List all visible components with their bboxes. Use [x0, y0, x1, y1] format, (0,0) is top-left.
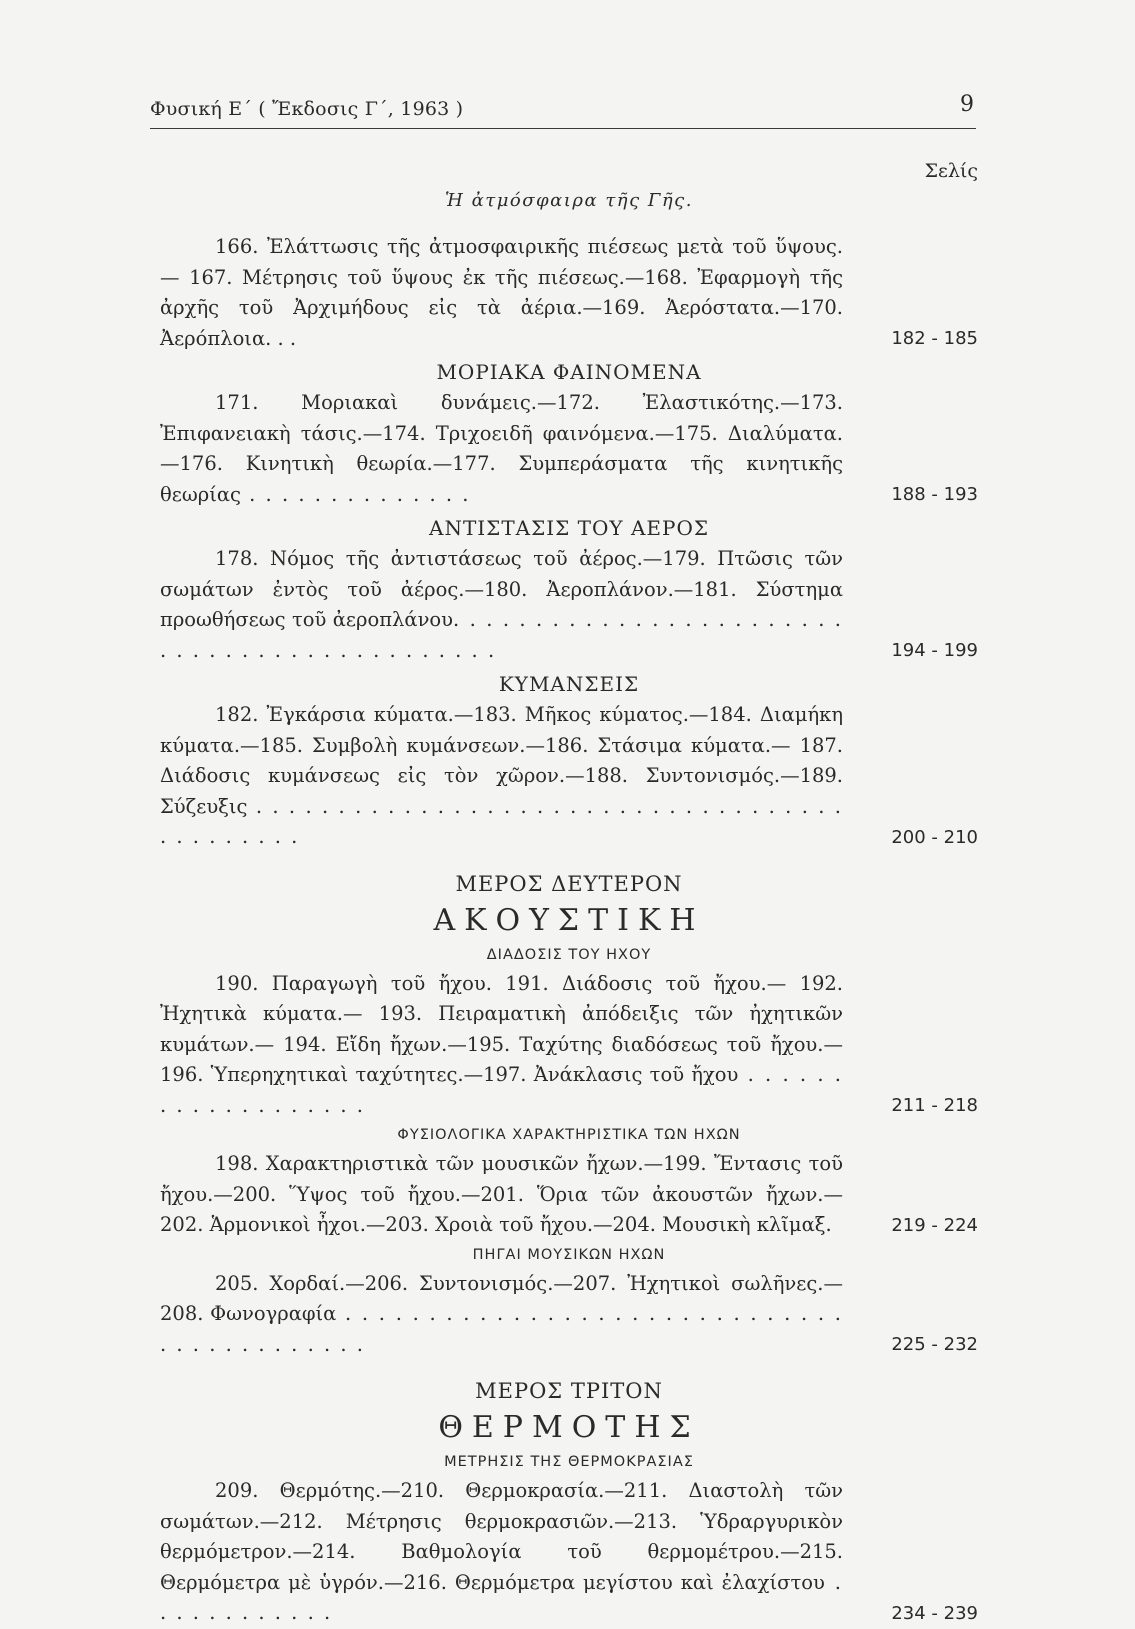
section-title-sound-propagation: ΔΙΑΔΟΣΙΣ ΤΟΥ ΗΧΟΥ: [486, 946, 652, 963]
entry-text: 190. Παραγωγὴ τοῦ ἤχου. 191. Διάδοσις τοῦ ἤχου.— 192. Ἠχητικὰ κύματα.— 193. Πειραματικὴ ἀπόδειξις τῶν ἠχητικῶν κυμάτων.— 194. Εἴδη ἤχων.—195. Ταχύτης διαδόσεως τοῦ ἤχου.—196. Ὑπερηχητικαὶ ταχύτητες.—197. Ἀνάκλασις τοῦ ἤχου: [160, 971, 843, 1086]
entry-text: 178. Νόμος τῆς ἀντιστάσεως τοῦ ἀέρος.—179. Πτῶσις τῶν σωμάτων ἐντὸς τοῦ ἀέρος.—180. Ἀεροπλάνον.—181. Σύστημα προωθήσεως τοῦ ἀεροπλάνου: [160, 547, 843, 631]
entry-pages: 219 - 224: [891, 1214, 978, 1236]
entry-text: 198. Χαρακτηριστικὰ τῶν μουσικῶν ἤχων.—199. Ἔντασις τοῦ ἤχου.—200. Ὕψος τοῦ ἤχου.—201. Ὅρια τῶν ἀκουστῶν ἤχων.— 202. Ἁρμονικοὶ ἦχοι.—203. Χροιὰ τοῦ ἤχου.—204. Μουσικὴ κλῖμαξ.: [160, 1152, 843, 1236]
section-title-temperature: ΜΕΤΡΗΣΙΣ ΤΗΣ ΘΕΡΜΟΚΡΑΣΙΑΣ: [444, 1454, 694, 1470]
toc-entry-sound-propagation: [160, 969, 978, 1122]
leader-dots: . . . . . . . . . . . . . . . . . . . . . . . . . . . . . . . . . . . . . . . . . . . . .: [160, 608, 843, 662]
entry-text: 182. Ἐγκάρσια κύματα.—183. Μῆκος κύματος.—184. Διαμήκη κύματα.—185. Συμβολὴ κυμάνσεων.—186. Στάσιμα κύματα.— 187. Διάδοσις κυμάνσεως εἰς τὸν χῶρον.—188. Συντονισμός.—189. Σύζευξις: [160, 703, 843, 818]
section-title-molecular: ΜΟΡΙΑΚΑ ΦΑΙΝΟΜΕΝΑ: [436, 360, 702, 384]
entry-text: 166. Ἐλάττωσις τῆς ἀτμοσφαιρικῆς πιέσεως μετὰ τοῦ ὕψους.— 167. Μέτρησις τοῦ ὕψους ἐκ τῆς πιέσεως.—168. Ἐφαρμογὴ τῆς ἀρχῆς τοῦ Ἀρχιμήδους εἰς τὰ ἀέρια.—169. Ἀερόστατα.—170. Ἀερόπλοια. . .: [160, 235, 843, 350]
header-rule: [150, 128, 976, 129]
section-title-atmosphere: Ἡ ἀτμόσφαιρα τῆς Γῆς.: [445, 190, 693, 211]
part-two-label: ΜΕΡΟΣ ΔΕΥΤΕΡΟΝ: [455, 871, 683, 896]
entry-pages: 234 - 239: [891, 1602, 978, 1624]
page-column-label: Σελίς: [924, 160, 978, 182]
toc-entry-physiological: [160, 1149, 978, 1241]
page-header: [150, 92, 976, 132]
section-title-physiological: ΦΥΣΙΟΛΟΓΙΚΑ ΧΑΡΑΚΤΗΡΙΣΤΙΚΑ ΤΩΝ ΗΧΩΝ: [397, 1127, 741, 1143]
page-number: 9: [960, 92, 974, 117]
part-three-title: ΘΕΡΜΟΤΗΣ: [438, 1410, 700, 1445]
section-title-waves: ΚΥΜΑΝΣΕΙΣ: [498, 672, 640, 696]
toc-entry-temperature: [160, 1476, 978, 1629]
entry-pages: 200 - 210: [891, 826, 978, 848]
entry-pages: 182 - 185: [891, 328, 978, 349]
entry-pages: 194 - 199: [891, 640, 978, 661]
running-title: Φυσική Ε΄ ( Ἔκδοσις Γ΄, 1963 ): [150, 98, 464, 120]
toc-entry-atmosphere: [160, 232, 978, 354]
section-title-sources: ΠΗΓΑΙ ΜΟΥΣΙΚΩΝ ΗΧΩΝ: [472, 1246, 666, 1263]
leader-dots: . . . . . . . . . . . . . . . . . . . . . . . . . . . . . . . . . . . . . . . . . . .: [160, 1302, 843, 1356]
toc-entry-molecular: [160, 388, 978, 510]
entry-text: 209. Θερμότης.—210. Θερμοκρασία.—211. Διαστολὴ τῶν σωμάτων.—212. Μέτρησις θερμοκρασιῶν.—213. Ὑδραργυρικὸν θερμόμετρον.—214. Βαθμολογία τοῦ θερμομέτρου.—215. Θερμόμετρα μὲ ὑγρόν.—216. Θερμόμετρα μεγίστου καὶ ἐλαχίστου: [160, 1479, 843, 1594]
section-title-air-resistance: ΑΝΤΙΣΤΑΣΙΣ ΤΟΥ ΑΕΡΟΣ: [429, 516, 709, 540]
leader-dots: . . . . . . . . . . . . . . . . . . .: [160, 1063, 843, 1117]
entry-pages: 211 - 218: [891, 1095, 978, 1116]
leader-dots: . . . . . . . . . . . . . . . . . . . . . . . . . . . . . . . . . . . . . . . . . . . . .: [160, 794, 843, 848]
toc-entry-sources: [160, 1269, 978, 1361]
entry-pages: 225 - 232: [891, 1334, 978, 1355]
leader-dots: . . . . . . . . . . . .: [160, 1570, 844, 1624]
toc-entry-waves: [160, 700, 978, 853]
entry-text: 205. Χορδαί.—206. Συντονισμός.—207. Ἠχητικοὶ σωλῆνες.— 208. Φωνογραφία: [160, 1271, 843, 1325]
leader-dots: . . . . . . . . . . . . . .: [240, 482, 471, 506]
part-two-title: ΑΚΟΥΣΤΙΚΗ: [433, 902, 705, 938]
entry-text: 171. Μοριακαὶ δυνάμεις.—172. Ἐλαστικότης.—173. Ἐπιφανειακὴ τάσις.—174. Τριχοειδῆ φαινόμενα.—175. Διαλύματα.—176. Κινητικὴ θεωρία.—177. Συμπεράσματα τῆς κινητικῆς θεωρίας: [160, 391, 843, 506]
part-three-label: ΜΕΡΟΣ ΤΡΙΤΟΝ: [475, 1379, 663, 1403]
table-of-contents: [160, 160, 978, 1629]
toc-entry-air-resistance: [160, 544, 978, 666]
entry-pages: 188 - 193: [891, 484, 978, 505]
